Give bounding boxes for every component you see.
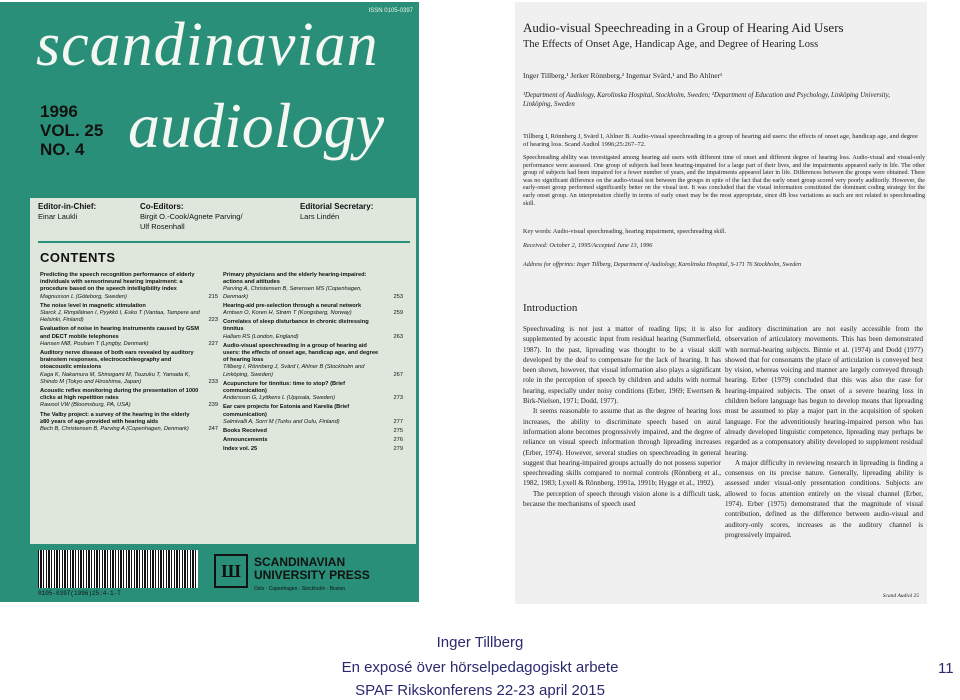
toc-entry-page: 215 (208, 293, 218, 300)
cover-issn: ISSN 0105-0397 (368, 8, 413, 14)
journal-cover (0, 2, 419, 602)
editor-in-chief: Editor-in-Chief: Einar Laukli (38, 202, 97, 221)
toc-entry-page: 263 (393, 333, 403, 340)
paper-authors: Inger Tillberg,¹ Jerker Rönnberg,² Ingemar Svärd,¹ and Bo Ahlner¹ (523, 71, 723, 80)
toc-entry-title: Acoustic reflex monitoring during the presentation of 1000 clicks at high repetition rates (40, 388, 199, 402)
cover-number: NO. 4 (40, 140, 85, 159)
toc-entry-title: Evaluation of noise in hearing instruments caused by GSM and DECT mobile telephones (40, 326, 199, 340)
toc-entry-page: 239 (208, 402, 218, 409)
publisher-name: SCANDINAVIAN UNIVERSITY PRESS (254, 555, 370, 582)
toc-entry (223, 404, 403, 426)
slide-page-number: 11 (938, 660, 954, 677)
publisher-cities: Oslo · Copenhagen · Stockholm · Boston (254, 586, 346, 592)
toc-left-column (40, 272, 218, 435)
toc-entry-authors: Andersson G, Lyttkens L (Uppsala, Sweden) (223, 395, 336, 402)
paragraph: Speechreading is not just a matter of reading lips; it is also supplemented by acoustic input from residual hearing (Summerfield, 1987). In the past, lipreading was thought to be a visual skill developed by the deaf to compensate for the lack of hearing. It has been shown, however, that visual information also plays a significant role in the perception of speech by children and adults with normal hearing, especially under noisy conditions (Erber, 1969; Ewertsen & Birk-Nielsen, 1971; Dodd, 1977). (523, 325, 721, 406)
paper-address: Address for offprints: Inger Tillberg, Department of Audiology, Karolinska Hospital, S-171 76 Stockholm, Sweden (523, 262, 801, 268)
cover-year: 1996 (40, 102, 78, 121)
toc-entry-page: 267 (393, 371, 403, 378)
cover-title-line1: scandinavian (36, 11, 379, 79)
barcode-number: 0105-0397(1996)25:4-1-T (38, 590, 121, 597)
toc-entry-page: 247 (208, 426, 218, 433)
paper-citation: Tillberg I, Rönnberg J, Svärd I, Ahlner B. Audio-visual speechreading in a group of hearing aid users: the effects of onset age, handicap age, and degree of hearing loss. Scand Audiol 1996;25:267–72. (523, 133, 918, 148)
toc-entry-authors: Kaga K, Nakamura M, Shinogami M, Tsuzuku T, Yamada K, Shindo M (Tokyo and Hiroshima, Japan) (40, 371, 191, 385)
toc-entry (223, 446, 403, 453)
toc-entry-authors: Arntsen O, Koren H, Strøm T (Kongsberg, Norway) (223, 310, 352, 317)
toc-entry-title: Announcements (223, 437, 268, 444)
toc-entry (40, 350, 218, 386)
toc-entry (223, 381, 403, 403)
toc-entry-title: Index vol. 25 (223, 446, 258, 453)
toc-entry (223, 428, 403, 435)
cover-title-line2: audiology (128, 90, 384, 161)
toc-entry-title: The Valby project: a survey of the hearing in the elderly ≥80 years of age-provided with hearing aids (40, 411, 190, 425)
toc-entry-page: 275 (393, 428, 403, 435)
toc-entry-page: 259 (393, 310, 403, 317)
footer-author: Inger Tillberg (436, 634, 524, 651)
barcode (38, 550, 198, 588)
toc-entry-page: 227 (208, 340, 218, 347)
toc-entry-authors: Hallam RS (London, England) (223, 333, 299, 340)
toc-entry (40, 326, 218, 348)
toc-entry-authors: Hansen MØ, Poulsen T (Lyngby, Denmark) (40, 340, 149, 347)
toc-entry-authors: Starck J, Rimpiläinen I, Pyykkö I, Esko T (Vantaa, Tampere and Helsinki, Finland) (40, 310, 200, 324)
paper-subtitle: The Effects of Onset Age, Handicap Age, and Degree of Hearing Loss (523, 39, 819, 50)
contents-heading: CONTENTS (40, 250, 116, 265)
intro-heading: Introduction (523, 302, 578, 314)
editorial-secretary: Editorial Secretary: Lars Lindén (300, 202, 374, 221)
paragraph: for auditory discrimination are not easily accessible from the observation of articulatory movements. This has been demonstrated with normal-hearing subjects. Binnie et al. (1974) and Dodd (1977) showed that for consonants the place of articulation is conveyed best by vision, whereas voicing and manner are largely conveyed through hearing. Erber (1979) concluded that this was also the case for hearing-impaired subjects. The onset of a severe hearing loss in children before language has begun to develop means that lipreading must be assumed to play a major part in the acquisition of spoken language. For the adventitiously hearing-impaired person who has already developed linguistic competence, lipreading may perhaps be regarded as a compensatory ability developed to supplement residual hearing. (725, 325, 923, 457)
toc-entry (40, 303, 218, 325)
toc-entry-title: Auditory nerve disease of both ears revealed by auditory brainstem responses, electrocochleography and otoacoustic emissions (40, 350, 194, 371)
toc-entry-page: 276 (393, 437, 403, 444)
toc-entry-title: The noise level in magnetic stimulation (40, 302, 146, 309)
toc-entry-page: 253 (393, 293, 403, 300)
toc-entry-authors: Tillberg I, Rönnberg J, Svärd I, Ahlner B (Stockholm and Linköping, Sweden) (223, 364, 365, 378)
toc-entry-title: Ear care projects for Estonia and Karelia (Brief communication) (223, 404, 350, 418)
cover-contents-panel (30, 198, 416, 544)
paper-footer-ref: Scand Audiol 25 (882, 593, 919, 599)
paper-received: Received: October 2, 1995/Accepted June 13, 1996 (523, 242, 653, 249)
paragraph: A major difficulty in reviewing research in lipreading is finding a consensus on its precise nature. Generally, lipreading ability is assessed under visual-only presentation conditions. Subjects are allowed to focus attention entirely on the visual channel (Erber, 1974). Erber (1975) demonstrated that the magnitude of visual contribution, defined as the difference between audio-visual and auditory-only scores, increases as the auditory channel is progressively impaired. (725, 458, 923, 539)
toc-entry-page: 277 (393, 418, 403, 425)
toc-entry-authors: Salmivalli A, Sorri M (Turku and Oulu, Finland) (223, 418, 340, 425)
toc-entry-page: 273 (393, 395, 403, 402)
toc-entry-title: Acupuncture for tinnitus: time to stop? (Brief communication) (223, 380, 345, 395)
toc-entry-title: Primary physicians and the elderly hearing-impaired: actions and attitudes (223, 272, 367, 286)
paragraph: It seems reasonable to assume that as the degree of hearing loss increases, the ability to discriminate speech based on aural information alone becomes progressively impaired, and the degree of reliance on visual speech information through lipreading increases (Erber, 1974). However, several studies on speechreading in general suggest that hearing-impaired groups actually do not possess superior speechreading skills compared to normal controls (Rönnberg et al., 1982, 1983; Lyxell & Rönnberg, 1991a, 1991b; Hygge et al., 1992). (523, 407, 721, 488)
text-column-left (523, 324, 721, 509)
toc-entry-title: Correlates of sleep disturbance in chronic distressing tinnitus (223, 319, 369, 333)
toc-entry (223, 272, 403, 301)
toc-entry (40, 412, 218, 434)
paper-abstract: Speechreading ability was investigated among hearing aid users with different time of onset and different degree of hearing loss. Audio-visual and visual-only performance were assessed. One group of subjects had been hearing-impaired for a large part of their lives, and the impairments appeared early in life. The other group of subjects had been impaired for a fewer number of years, and the impairments appeared later in life. Differences between the groups were obtained. There was no significant difference on the audio-visual test between the groups in spite of the fact that the early onset group scored very poorly auditorily. However, the early-onset group performed significantly better on the visual test. It was concluded that the visual information constituted the dominant coding strategy for the early onset group. An interpretation chiefly in terms of early onset may be the most appropriate, since dB loss variations as such are not related to speechreading skill. (523, 155, 925, 207)
toc-entry (40, 272, 218, 301)
text-column-right (725, 324, 923, 540)
toc-entry-title: Audio-visual speechreading in a group of hearing aid users: the effects of onset age, handicap age, and degree of hearing loss (223, 342, 379, 364)
paragraph: The perception of speech through vision alone is a difficult task, because the mechanisms of speech used (523, 489, 721, 509)
toc-entry-page: 223 (208, 317, 218, 324)
co-editors: Co-Editors: Birgit O.-Cook/Agnete Parving/ Ulf Rosenhall (140, 202, 243, 231)
cover-issue-info (40, 102, 103, 159)
toc-entry-authors: Magnusson L (Göteborg, Sweden) (40, 293, 127, 300)
toc-entry-authors: Parving A, Christensen B, Sørensen MS (Copenhagen, Denmark) (223, 286, 362, 300)
footer-title: En exposé över hörselpedagogiskt arbete (341, 659, 619, 676)
cover-volume: VOL. 25 (40, 121, 104, 140)
toc-entry-title: Hearing-aid pre-selection through a neural network (223, 302, 362, 309)
contents-rule (38, 241, 410, 243)
toc-entry (223, 437, 403, 444)
toc-entry-page: 279 (393, 446, 403, 453)
toc-entry-title: Books Received (223, 428, 267, 435)
paper-title: Audio-visual Speechreading in a Group of Hearing Aid Users (523, 20, 844, 35)
toc-entry-page: 233 (208, 378, 218, 385)
toc-entry (223, 319, 403, 341)
column-logo-icon: Ш (214, 554, 248, 588)
toc-entry-authors: Rawool VW (Bloomsburg, PA, USA) (40, 402, 131, 409)
paper-page (515, 2, 927, 604)
paper-affiliations: ¹Department of Audiology, Karolinska Hospital, Stockholm, Sweden; ²Department of Education and Psychology, Linköping University, Linköping, Sweden (523, 92, 890, 108)
toc-entry (40, 388, 218, 410)
footer-conference: SPAF Rikskonferens 22-23 april 2015 (355, 682, 605, 699)
toc-entry (223, 303, 403, 317)
paper-keywords: Key words: Audio-visual speechreading, hearing impairment, speechreading skill. (523, 228, 727, 235)
toc-entry (223, 343, 403, 379)
toc-entry-authors: Bech B, Christensen B, Parving A (Copenhagen, Denmark) (40, 426, 189, 433)
toc-right-column (223, 272, 403, 456)
toc-entry-title: Predicting the speech recognition performance of elderly individuals with sensorineural hearing impairment: a procedure based on the speech intelligibility index (40, 272, 195, 293)
